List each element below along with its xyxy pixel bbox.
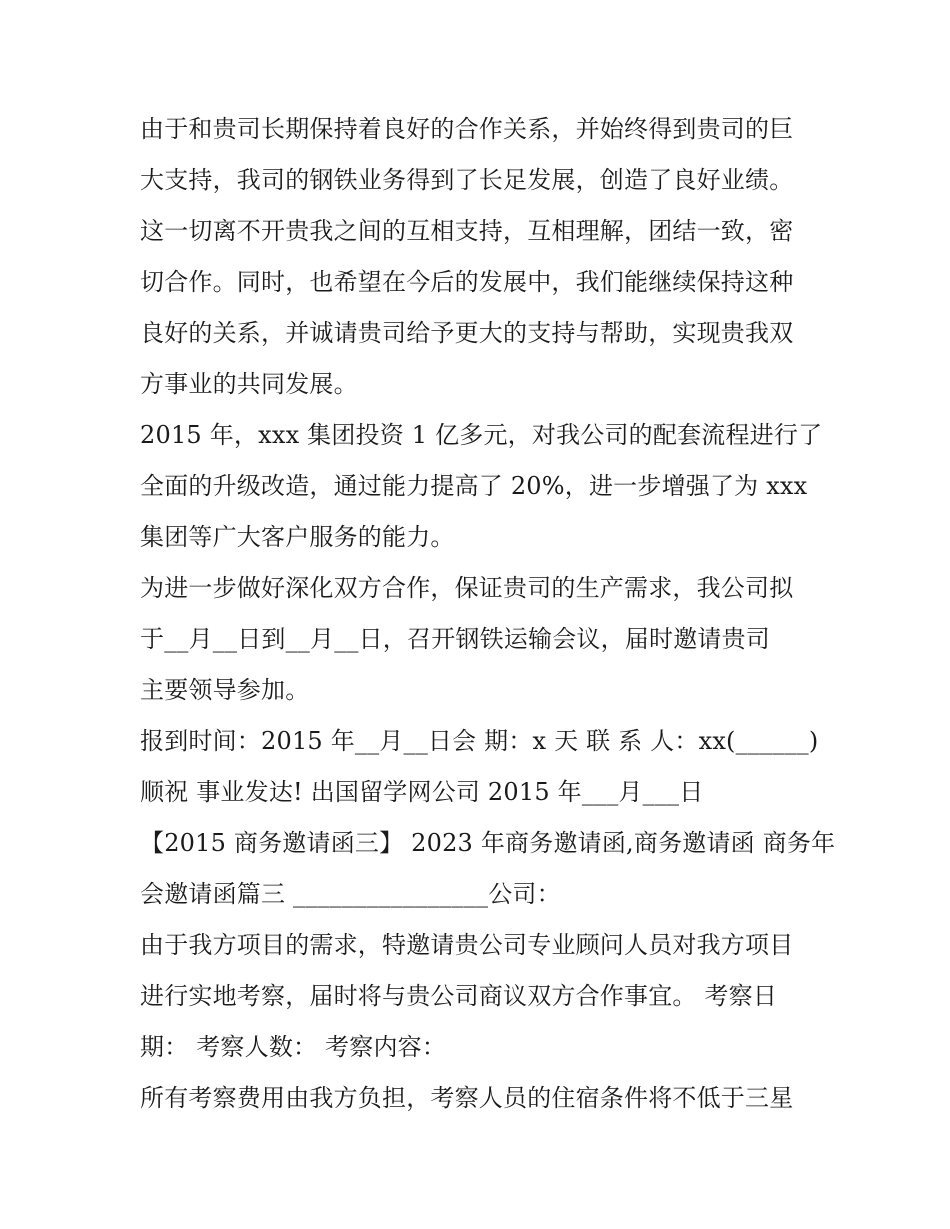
text-line: 报到时间：2015 年__月__日会 期：x 天 联 系 人：xx(______)	[140, 727, 819, 755]
text-line: 大支持，我司的钢铁业务得到了长足发展，创造了良好业绩。	[140, 166, 794, 194]
text-line: 切合作。同时，也希望在今后的发展中，我们能继续保持这种	[140, 268, 794, 296]
text-line: 由于我方项目的需求，特邀请贵公司专业顾问人员对我方项目	[140, 931, 794, 959]
text-line: 为进一步做好深化双方合作，保证贵司的生产需求，我公司拟	[140, 574, 794, 602]
text-line: 期： 考察人数： 考察内容：	[140, 1033, 447, 1061]
text-line: 这一切离不开贵我之间的互相支持，互相理解，团结一致，密	[140, 217, 794, 245]
text-line: 良好的关系，并诚请贵司给予更大的支持与帮助，实现贵我双	[140, 319, 794, 347]
document-body	[140, 104, 836, 1124]
text-line: 方事业的共同发展。	[140, 370, 358, 398]
text-line: 进行实地考察，届时将与贵公司商议双方合作事宜。 考察日	[140, 982, 778, 1010]
text-line: 2015 年，xxx 集团投资 1 亿多元，对我公司的配套流程进行了	[140, 421, 823, 449]
text-line: 集团等广大客户服务的能力。	[140, 523, 455, 551]
text-line: 【2015 商务邀请函三】 2023 年商务邀请函,商务邀请函 商务年	[140, 829, 836, 857]
text-line: 全面的升级改造，通过能力提高了 20%，进一步增强了为 xxx	[140, 472, 808, 500]
text-line: 由于和贵司长期保持着良好的合作关系，并始终得到贵司的巨	[140, 115, 794, 143]
text-line: 于__月__日到__月__日，召开钢铁运输会议，届时邀请贵司	[140, 625, 770, 653]
text-line: 会邀请函篇三 ________________公司：	[140, 880, 561, 908]
text-line: 主要领导参加。	[140, 676, 310, 704]
text-line: 所有考察费用由我方负担，考察人员的住宿条件将不低于三星	[140, 1084, 794, 1112]
text-line: 顺祝 事业发达! 出国留学网公司 2015 年___月___日	[140, 778, 704, 806]
